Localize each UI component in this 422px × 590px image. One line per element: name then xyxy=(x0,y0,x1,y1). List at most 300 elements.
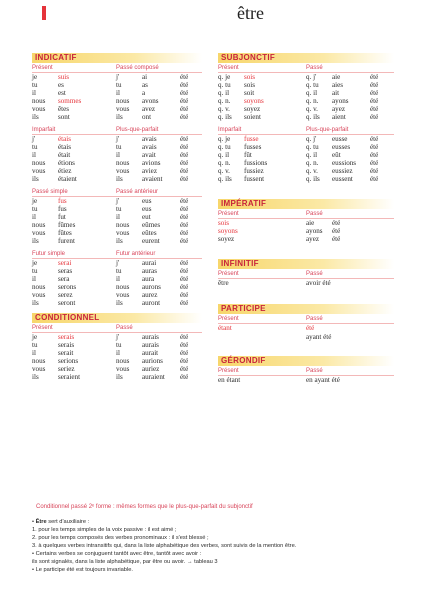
indicatif-block-4 xyxy=(32,249,202,307)
pronoun: tu xyxy=(32,205,38,213)
subjonctif-section xyxy=(218,53,394,385)
tense-label: Imparfait xyxy=(32,127,56,133)
infinitif-header: INFINITIF xyxy=(218,259,394,269)
tense-label: Présent xyxy=(32,65,53,71)
verb-form: serez xyxy=(58,291,73,299)
verb-form: serais xyxy=(58,341,75,349)
subjonctif-header: SUBJONCTIF xyxy=(218,53,394,63)
note-item: • Le participe été est toujours invariable. xyxy=(32,567,133,573)
verb-form: seras xyxy=(58,267,73,275)
pronoun: je xyxy=(32,197,38,205)
conjugation-row xyxy=(32,333,80,341)
verb-form: eusses xyxy=(332,143,351,151)
pronoun: ils xyxy=(32,237,39,245)
verb-form: seront xyxy=(58,299,76,307)
pronoun: q. n. xyxy=(306,159,319,167)
pronoun: q. ils xyxy=(306,175,320,183)
conjugation-row xyxy=(116,349,188,357)
verb-form: eus xyxy=(142,205,152,213)
pronoun: q. tu xyxy=(218,143,231,151)
verb-form: fussiez xyxy=(244,167,264,175)
infinitif-block xyxy=(218,269,394,288)
pronoun: q. il xyxy=(218,151,230,159)
conjugation-row xyxy=(116,291,188,299)
note-item: • Certains verbes se conjuguent tantôt avec être, tantôt avec avoir : xyxy=(32,551,202,557)
conjugation-row xyxy=(218,143,267,151)
verb-form: étaient xyxy=(58,175,77,183)
conjugation-row xyxy=(32,283,76,291)
note-bold: Être xyxy=(35,519,47,525)
verb-form: été xyxy=(180,357,189,365)
pronoun: q. il xyxy=(306,151,318,159)
verb-form: été xyxy=(180,97,189,105)
pronoun: il xyxy=(116,275,120,283)
tense-label: Présent xyxy=(218,65,239,71)
conjugation-row xyxy=(306,89,378,97)
conjugation-row xyxy=(32,365,80,373)
note-text: Le participe été est toujours invariable. xyxy=(35,567,133,573)
form: en étant xyxy=(218,376,241,384)
tense-table xyxy=(116,259,188,307)
tense-label: Passé xyxy=(116,325,133,331)
tense-label: Présent xyxy=(32,325,53,331)
conjugation-row xyxy=(218,159,267,167)
verb-form: soyez xyxy=(244,105,261,113)
verb-form: avait xyxy=(142,151,156,159)
verb-form: aie xyxy=(332,73,341,81)
conjugation-row xyxy=(32,229,75,237)
usage-notes xyxy=(32,518,412,574)
conjugation-row xyxy=(116,357,188,365)
conjugation-row xyxy=(116,237,188,245)
tense-label: Passé simple xyxy=(32,189,68,195)
tense-label: Futur antérieur xyxy=(116,251,156,257)
page-title: être xyxy=(237,3,264,23)
pronoun: vous xyxy=(32,229,46,237)
conjugation-row xyxy=(116,259,188,267)
verb-form: auras xyxy=(142,267,157,275)
conjugation-row xyxy=(116,365,188,373)
verb-form: suis xyxy=(58,73,70,81)
conjugation-row xyxy=(32,143,77,151)
pronoun: ils xyxy=(116,175,123,183)
verb-form: été xyxy=(180,213,189,221)
note-subitem: ils sont signalés, dans la liste alphabétique, par être ou avoir. → tableau 3 xyxy=(32,559,218,565)
pronoun: q. je xyxy=(218,135,231,143)
pronoun: je xyxy=(32,259,38,267)
verb-form: soit xyxy=(244,89,255,97)
conjugation-row xyxy=(32,275,76,283)
form: aie xyxy=(306,219,315,227)
tense-table xyxy=(306,135,378,183)
verb-form: eussions xyxy=(332,159,357,167)
verb-form: eusse xyxy=(332,135,348,143)
pronoun: q. j' xyxy=(306,73,317,81)
verb-form: furent xyxy=(58,237,75,245)
verb-form: été xyxy=(180,259,189,267)
verb-form: ont xyxy=(142,113,152,121)
pronoun: q. j' xyxy=(306,135,317,143)
verb-form: été xyxy=(180,229,189,237)
tense-label: Présent xyxy=(218,368,239,374)
pronoun: nous xyxy=(116,357,130,365)
pronoun: tu xyxy=(32,341,38,349)
conjugation-row xyxy=(218,97,264,105)
tense-label: Passé xyxy=(306,65,323,71)
verb-form: soient xyxy=(244,113,261,121)
verb-form: été xyxy=(180,89,189,97)
conjugation-row xyxy=(32,237,75,245)
pronoun: q. v. xyxy=(306,105,318,113)
verb-form: aurais xyxy=(142,333,159,341)
verb-form: était xyxy=(58,151,71,159)
pronoun: nous xyxy=(32,283,46,291)
verb-form: a xyxy=(142,89,146,97)
conjugation-row xyxy=(116,73,188,81)
conjugation-row xyxy=(116,167,188,175)
pronoun: il xyxy=(116,89,120,97)
conjugation-row xyxy=(306,105,378,113)
verb-form: été xyxy=(370,143,379,151)
verb-form: auriez xyxy=(142,365,160,373)
verb-form: avaient xyxy=(142,175,163,183)
pronoun: ils xyxy=(32,299,39,307)
verb-form: été xyxy=(370,135,379,143)
verb-form: aura xyxy=(142,275,155,283)
verb-form: été xyxy=(180,267,189,275)
verb-form: fût xyxy=(244,151,252,159)
participe-header: PARTICIPE xyxy=(218,304,394,314)
subjonctif-block-2 xyxy=(218,125,394,183)
verb-form: été xyxy=(370,89,379,97)
pronoun: q. ils xyxy=(218,175,232,183)
pronoun: q. il xyxy=(306,89,318,97)
verb-form: été xyxy=(180,221,189,229)
conjugation-row xyxy=(116,113,188,121)
conjugation-row xyxy=(116,275,188,283)
conjugation-row xyxy=(116,341,188,349)
note-item: • Être sert d'auxiliaire : xyxy=(32,519,90,525)
verb-form: sois xyxy=(244,81,256,89)
indicatif-header: INDICATIF xyxy=(32,53,202,63)
pronoun: ils xyxy=(116,299,123,307)
subjonctif-block-1 xyxy=(218,63,394,121)
conjugation-row xyxy=(306,97,378,105)
tense-label: Passé xyxy=(306,271,323,277)
verb-form: été xyxy=(180,167,189,175)
verb-form: eût xyxy=(332,151,341,159)
verb-form: été xyxy=(370,81,379,89)
verb-form: été xyxy=(180,105,189,113)
verb-form: serions xyxy=(58,357,79,365)
tense-table xyxy=(116,73,188,121)
verb-form: avez xyxy=(142,105,155,113)
verb-form: été xyxy=(180,175,189,183)
conjugation-row xyxy=(32,97,81,105)
conjugation-row xyxy=(116,97,188,105)
verb-form: eut xyxy=(142,213,151,221)
pronoun: tu xyxy=(32,267,38,275)
verb-form: été xyxy=(180,373,189,381)
tense-table xyxy=(116,135,188,183)
verb-form: aurez xyxy=(142,291,158,299)
verb-form: fus xyxy=(58,205,67,213)
verb-form: serais xyxy=(58,333,75,341)
tense-table xyxy=(32,197,75,245)
tense-label: Plus-que-parfait xyxy=(306,127,349,133)
tense-label: Passé xyxy=(306,316,323,322)
verb-form: eus xyxy=(142,197,152,205)
pronoun: q. tu xyxy=(306,143,319,151)
table-number-marker xyxy=(42,6,46,20)
verb-form: été xyxy=(370,97,379,105)
verb-form: serait xyxy=(58,349,74,357)
verb-form: avais xyxy=(142,135,157,143)
pronoun: nous xyxy=(116,97,130,105)
pronoun: nous xyxy=(116,159,130,167)
conjugation-row xyxy=(32,349,80,357)
verb-form: été xyxy=(370,151,379,159)
verb-form: aviez xyxy=(142,167,157,175)
verb-form: été xyxy=(180,113,189,121)
note-subitem: 1. pour les temps simples de la voix passive : il est aimé ; xyxy=(32,527,177,533)
conjugation-row xyxy=(116,81,188,89)
verb-form: seraient xyxy=(58,373,81,381)
verb-form: ai xyxy=(142,73,148,81)
verb-form: fusses xyxy=(244,143,262,151)
pronoun: vous xyxy=(116,105,130,113)
pronoun: vous xyxy=(116,229,130,237)
conjugation-row xyxy=(32,135,77,143)
verb-form: eurent xyxy=(142,237,160,245)
conjugation-row xyxy=(306,151,378,159)
verb-form: aurions xyxy=(142,357,163,365)
conjugation-row xyxy=(32,205,75,213)
pronoun: tu xyxy=(32,81,38,89)
tense-label: Passé xyxy=(306,368,323,374)
pronoun: ils xyxy=(116,373,123,381)
pronoun: nous xyxy=(116,283,130,291)
conjugation-row xyxy=(116,105,188,113)
verb-form: ayons xyxy=(332,97,349,105)
verb-form: sois xyxy=(244,73,256,81)
verb-form: auraient xyxy=(142,373,165,381)
form: en ayant été xyxy=(306,376,340,384)
note-text: Certains verbes se conjuguent tantôt avec être, tantôt avec avoir : xyxy=(35,551,202,557)
pronoun: nous xyxy=(32,357,46,365)
conjugation-row xyxy=(32,81,81,89)
form: sois xyxy=(218,219,230,227)
verb-form: étions xyxy=(58,159,75,167)
form: été xyxy=(306,324,315,332)
pronoun: q. n. xyxy=(218,159,231,167)
verb-form: été xyxy=(370,159,379,167)
tense-table xyxy=(32,135,77,183)
pronoun: vous xyxy=(32,365,46,373)
pronoun: tu xyxy=(116,341,122,349)
participe-block xyxy=(218,314,394,342)
verb-form: été xyxy=(370,73,379,81)
verb-form: fûmes xyxy=(58,221,76,229)
form: ayez xyxy=(306,235,319,243)
tense-label: Présent xyxy=(218,316,239,322)
pronoun: il xyxy=(116,349,120,357)
tense-table xyxy=(306,73,378,121)
verb-form: fusse xyxy=(244,135,259,143)
conjugation-row xyxy=(32,299,76,307)
tense-table xyxy=(218,135,267,183)
conjugation-row xyxy=(116,175,188,183)
conjugation-row xyxy=(116,143,188,151)
indicatif-block-2 xyxy=(32,125,202,183)
verb-form: été xyxy=(180,237,189,245)
verb-form: aurais xyxy=(142,341,159,349)
verb-form: soyons xyxy=(244,97,264,105)
verb-form: été xyxy=(180,333,189,341)
note-subitem: 2. pour les temps composés des verbes pronominaux : il s'est blessé ; xyxy=(32,535,209,541)
verb-form: ayez xyxy=(332,105,345,113)
verb-form: serons xyxy=(58,283,77,291)
conjugation-row xyxy=(32,259,76,267)
tense-table xyxy=(218,73,264,121)
pronoun: j' xyxy=(116,333,120,341)
conjugation-row xyxy=(32,159,77,167)
verb-form: aient xyxy=(332,113,346,121)
indicatif-block-3 xyxy=(32,187,202,245)
pronoun: tu xyxy=(116,81,122,89)
verb-form: avions xyxy=(142,159,161,167)
verb-form: étais xyxy=(58,135,71,143)
pronoun: q. ils xyxy=(218,113,232,121)
pronoun: il xyxy=(116,213,120,221)
verb-form: été xyxy=(370,175,379,183)
verb-form: été xyxy=(180,151,189,159)
form: été xyxy=(332,227,341,235)
verb-form: été xyxy=(370,105,379,113)
conjugation-row xyxy=(116,135,188,143)
conditionnel-block xyxy=(32,323,202,381)
verb-form: été xyxy=(370,113,379,121)
conjugation-row xyxy=(116,213,188,221)
verb-form: été xyxy=(180,81,189,89)
conjugation-row xyxy=(32,373,80,381)
form: soyez xyxy=(218,235,235,243)
conditionnel-note: Conditionnel passé 2ᵉ forme : mêmes formes que le plus-que-parfait du subjonctif xyxy=(36,504,253,510)
conjugation-row xyxy=(116,333,188,341)
imperatif-present-table xyxy=(218,219,238,243)
verb-form: est xyxy=(58,89,66,97)
conjugation-row xyxy=(116,159,188,167)
verb-form: aurai xyxy=(142,259,157,267)
conjugation-row xyxy=(32,291,76,299)
verb-form: été xyxy=(180,73,189,81)
conjugation-row xyxy=(218,113,264,121)
gerondif-header: GÉRONDIF xyxy=(218,356,394,366)
form: ayons xyxy=(306,227,323,235)
tense-label: Plus-que-parfait xyxy=(116,127,159,133)
pronoun: tu xyxy=(116,267,122,275)
conjugation-row xyxy=(306,73,378,81)
conjugation-row xyxy=(32,151,77,159)
verb-form: avons xyxy=(142,97,159,105)
conjugation-row xyxy=(116,283,188,291)
pronoun: nous xyxy=(116,221,130,229)
conjugation-row xyxy=(32,167,77,175)
conjugation-row xyxy=(218,167,267,175)
conjugation-row xyxy=(306,175,378,183)
pronoun: ils xyxy=(32,113,39,121)
form: étant xyxy=(218,324,232,332)
conjugation-row xyxy=(116,373,188,381)
gerondif-block xyxy=(218,366,394,385)
conjugation-row xyxy=(218,73,264,81)
pronoun: q. v. xyxy=(218,105,230,113)
indicatif-block-1 xyxy=(32,63,202,121)
conjugation-row xyxy=(306,81,378,89)
pronoun: vous xyxy=(32,105,46,113)
conjugation-row xyxy=(32,357,80,365)
conjugation-row xyxy=(32,175,77,183)
conjugation-row xyxy=(218,89,264,97)
conjugation-row xyxy=(32,113,81,121)
pronoun: il xyxy=(32,349,36,357)
conjugation-row xyxy=(32,89,81,97)
pronoun: ils xyxy=(32,373,39,381)
conditionnel-header: CONDITIONNEL xyxy=(32,313,202,323)
verb-form: sont xyxy=(58,113,70,121)
form: été xyxy=(332,219,341,227)
verb-form: eûtes xyxy=(142,229,157,237)
pronoun: tu xyxy=(32,143,38,151)
verb-form: es xyxy=(58,81,64,89)
verb-form: seriez xyxy=(58,365,75,373)
tense-table xyxy=(32,259,76,307)
conjugation-row xyxy=(306,159,378,167)
verb-form: été xyxy=(180,197,189,205)
conjugation-row xyxy=(116,299,188,307)
pronoun: vous xyxy=(116,167,130,175)
conjugation-row xyxy=(116,197,188,205)
pronoun: ils xyxy=(116,113,123,121)
pronoun: j' xyxy=(116,135,120,143)
pronoun: tu xyxy=(116,205,122,213)
imperatif-header: IMPÉRATIF xyxy=(218,199,394,209)
pronoun: j' xyxy=(32,135,36,143)
pronoun: q. il xyxy=(218,89,230,97)
verb-form: fûtes xyxy=(58,229,72,237)
verb-form: été xyxy=(180,135,189,143)
pronoun: nous xyxy=(32,221,46,229)
verb-form: êtes xyxy=(58,105,70,113)
tense-label: Passé antérieur xyxy=(116,189,159,195)
conjugation-row xyxy=(32,73,81,81)
verb-form: été xyxy=(180,275,189,283)
verb-form: eûmes xyxy=(142,221,161,229)
verb-form: été xyxy=(180,365,189,373)
verb-form: fut xyxy=(58,213,66,221)
form: été xyxy=(332,235,341,243)
verb-form: été xyxy=(370,167,379,175)
verb-form: fussions xyxy=(244,159,268,167)
verb-form: aurait xyxy=(142,349,159,357)
pronoun: il xyxy=(32,151,36,159)
note-text: sert d'auxiliaire : xyxy=(46,519,90,525)
indicatif-section xyxy=(32,53,202,381)
tense-label: Présent xyxy=(218,211,239,217)
verb-form: été xyxy=(180,159,189,167)
pronoun: il xyxy=(32,89,36,97)
conjugation-row xyxy=(32,267,76,275)
